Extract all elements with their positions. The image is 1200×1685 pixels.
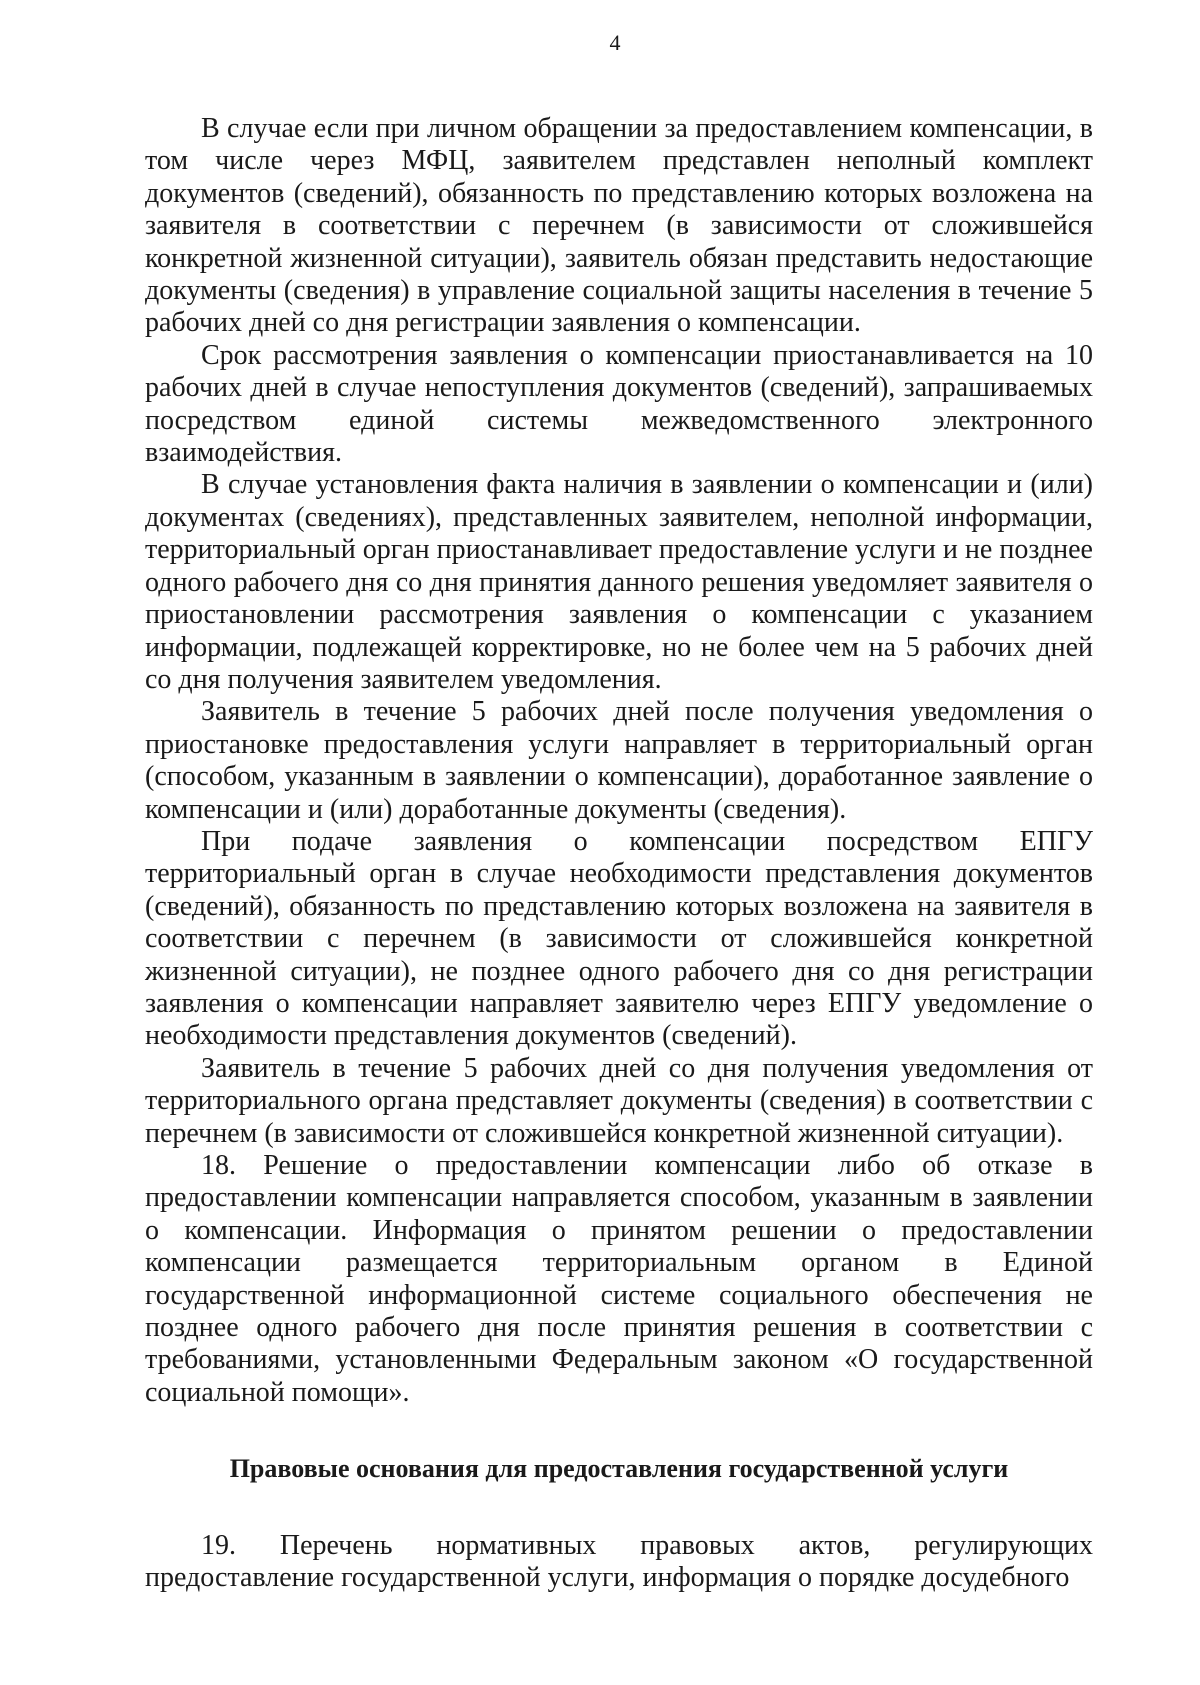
paragraph: В случае если при личном обращении за предоставлением компенсации, в том числе через МФЦ, заявителем представлен неполный комплект документов (сведений), обязанность по представлению которых возложена на заявителя в соответствии с перечнем (в зависимости от сложившейся конкретной жизненной ситуации), заявитель обязан представить недостающие документы (сведения) в управление социальной защиты населения в течение 5 рабочих дней со дня регистрации заявления о компенсации. <box>145 113 1093 339</box>
paragraph: При подаче заявления о компенсации посредством ЕПГУ территориальный орган в случае необходимости представления документов (сведений), обязанность по представлению которых возложена на заявителя в соответствии с перечнем (в зависимости от сложившейся конкретной жизненной ситуации), не позднее одного рабочего дня со дня регистрации заявления о компенсации направляет заявителю через ЕПГУ уведомление о необходимости представления документов (сведений). <box>145 825 1093 1052</box>
paragraph: В случае установления факта наличия в заявлении о компенсации и (или) документах (сведениях), представленных заявителем, неполной информации, территориальный орган приостанавливает предоставление услуги и не позднее одного рабочего дня со дня принятия данного решения уведомляет заявителя о приостановлении рассмотрения заявления о компенсации с указанием информации, подлежащей корректировке, но не более чем на 5 рабочих дней со дня получения заявителем уведомления. <box>145 469 1093 695</box>
paragraph: Заявитель в течение 5 рабочих дней после получения уведомления о приостановке предоставления услуги направляет в территориальный орган (способом, указанным в заявлении о компенсации), доработанное заявление о компенсации и (или) доработанные документы (сведения). <box>145 696 1093 825</box>
paragraph: Заявитель в течение 5 рабочих дней со дня получения уведомления от территориального органа представляет документы (сведения) в соответствии с перечнем (в зависимости от сложившейся конкретной жизненной ситуации). <box>145 1052 1093 1149</box>
paragraph: 19. Перечень нормативных правовых актов, регулирующих предоставление государственной услуги, информация о порядке досудебного <box>145 1529 1093 1594</box>
page-number: 4 <box>609 30 621 55</box>
paragraph: 18. Решение о предоставлении компенсации либо об отказе в предоставлении компенсации направляется способом, указанным в заявлении о компенсации. Информация о принятом решении о предоставлении компенсации размещается территориальным органом в Единой государственной информационной системе социального обеспечения не позднее одного рабочего дня после принятия решения в соответствии с требованиями, установленными Федеральным законом «О государственной социальной помощи». <box>145 1150 1093 1408</box>
paragraph: Срок рассмотрения заявления о компенсации приостанавливается на 10 рабочих дней в случае непоступления документов (сведений), запрашиваемых посредством единой системы межведомственного электронного взаимодействия. <box>145 339 1093 469</box>
section-heading: Правовые основания для предоставления государственной услуги <box>229 1454 1009 1484</box>
document-body <box>145 113 1093 1594</box>
